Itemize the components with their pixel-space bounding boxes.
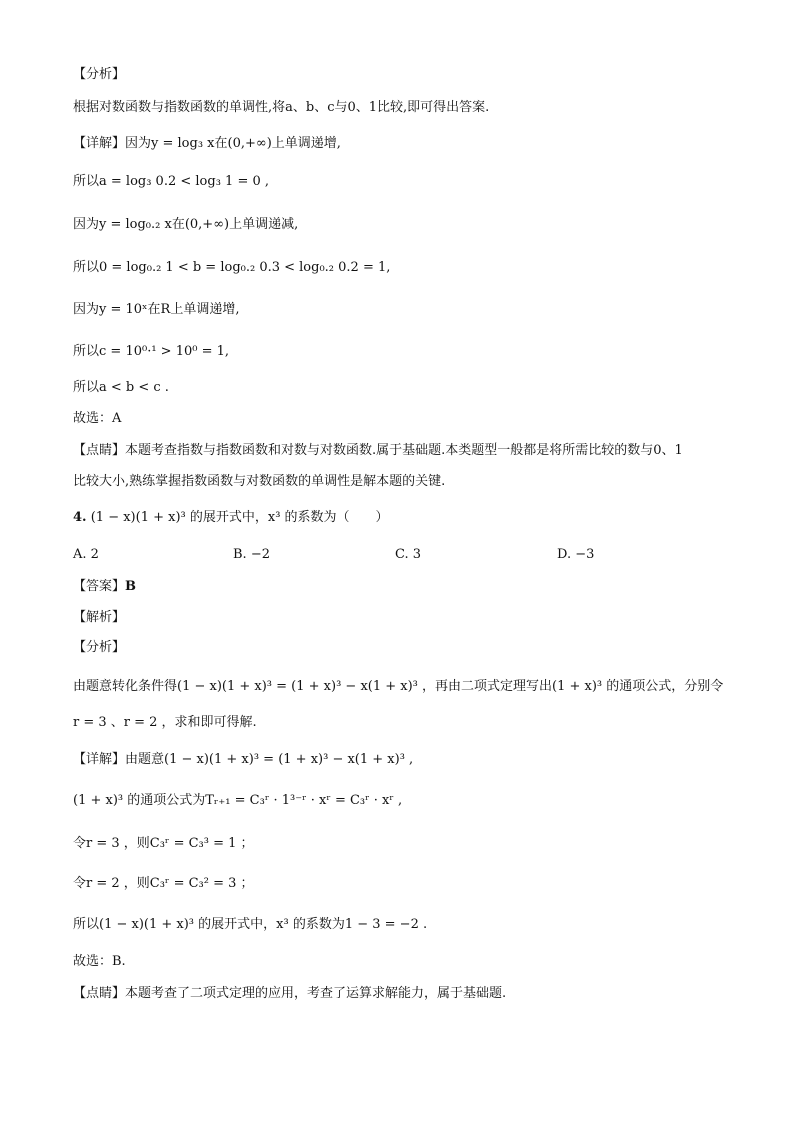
detail2-line-3: 令r = 3 ，则C₃ʳ = C₃³ = 1 ； <box>73 836 254 851</box>
analysis-heading: 【分析】 <box>73 67 126 82</box>
question-4 <box>73 508 389 528</box>
analysis2-line-2: r = 3 、r = 2 ，求和即可得解. <box>73 715 257 730</box>
question-number: 4. <box>73 510 87 525</box>
comment-heading-2: 【点睛】 <box>73 986 126 1001</box>
comment2-line: 【点睛】本题考查了二项式定理的应用，考查了运算求解能力，属于基础题. <box>73 986 507 1001</box>
detail2-line-1: 【详解】由题意(1 − x)(1 + x)³ = (1 + x)³ − x(1 + x)³ , <box>73 752 414 767</box>
comment-line-2: 比较大小,熟练掌握指数函数与对数函数的单调性是解本题的关键. <box>73 474 446 489</box>
analysis2-line-1: 由题意转化条件得(1 − x)(1 + x)³ = (1 + x)³ − x(1 + x)³ ，再由二项式定理写出(1 + x)³ 的通项公式，分别令 <box>73 679 724 694</box>
choice-line: 故选：A <box>73 411 122 426</box>
answer-heading: 【答案】 <box>73 579 126 594</box>
comment-heading: 【点睛】 <box>73 443 126 458</box>
detail-line-4: 所以0 = log₀.₂ 1 < b = log₀.₂ 0.3 < log₀.₂ 0.2 = 1, <box>73 260 391 275</box>
detail2-line-4: 令r = 2 ，则C₃ʳ = C₃² = 3 ； <box>73 876 254 891</box>
detail-line-7: 所以a < b < c . <box>73 380 169 395</box>
solution-heading: 【解析】 <box>73 610 126 625</box>
option-b: B. −2 <box>233 547 270 562</box>
question-stem: (1 − x)(1 + x)³ 的展开式中，x³ 的系数为（ ） <box>90 510 389 525</box>
analysis-heading-2: 【分析】 <box>73 640 126 655</box>
choice-line-2: 故选：B. <box>73 954 126 969</box>
option-c: C. 3 <box>395 547 422 562</box>
detail-heading-2: 【详解】 <box>73 752 126 767</box>
detail2-line-5: 所以(1 − x)(1 + x)³ 的展开式中，x³ 的系数为1 − 3 = −2 . <box>73 917 428 932</box>
detail-line-2: 所以a = log₃ 0.2 < log₃ 1 = 0 , <box>73 174 270 189</box>
comment-line-1: 【点睛】本题考查指数与指数函数和对数与对数函数.属于基础题.本类题型一般都是将所需比较的数与0、1 <box>73 443 683 458</box>
answer-line <box>73 577 136 597</box>
option-d: D. −3 <box>557 547 595 562</box>
analysis-text: 根据对数函数与指数函数的单调性,将a、b、c与0、1比较,即可得出答案. <box>73 100 490 115</box>
detail2-line-2: (1 + x)³ 的通项公式为Tᵣ₊₁ = C₃ʳ · 1³⁻ʳ · xʳ = C₃ʳ · xʳ , <box>73 793 403 808</box>
answer-value: B <box>125 579 137 594</box>
option-a: A. 2 <box>73 547 99 562</box>
detail-line-3: 因为y = log₀.₂ x在(0,+∞)上单调递减, <box>73 217 299 232</box>
detail-heading: 【详解】 <box>73 136 126 151</box>
detail-line-6: 所以c = 10⁰·¹ > 10⁰ = 1, <box>73 344 230 359</box>
detail-line-5: 因为y = 10ˣ在R上单调递增, <box>73 302 240 317</box>
detail-line-1: 【详解】因为y = log₃ x在(0,+∞)上单调递增, <box>73 136 341 151</box>
